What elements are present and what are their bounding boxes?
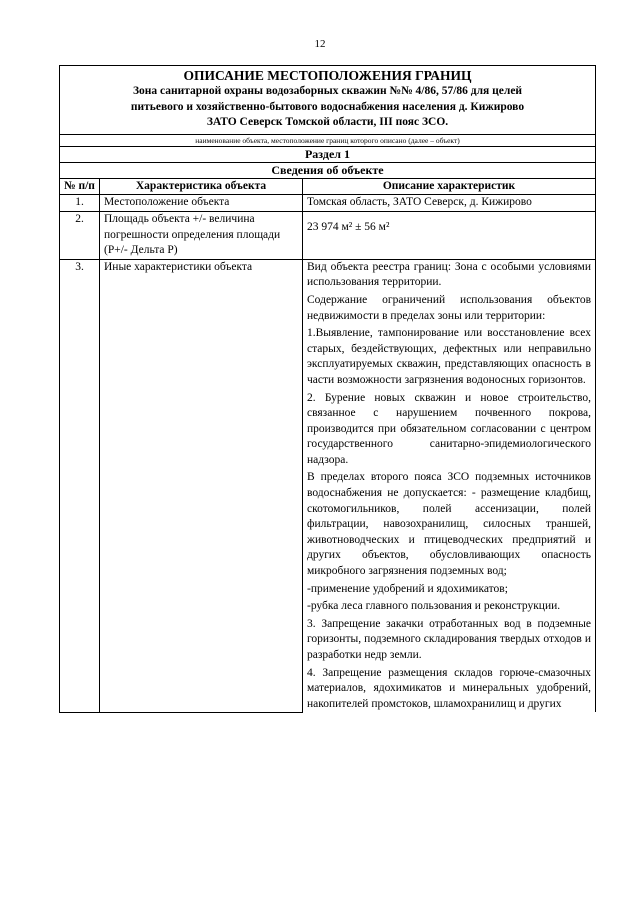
header-characteristic: Характеристика объекта (100, 178, 303, 195)
paragraph: 4. Запрещение размещения складов горюче-смазочных материалов, ядохимикатов и минеральных удобрений, накопителей промстоков, шламохранилищ и других (307, 666, 591, 710)
paragraph: Вид объекта реестра границ: Зона с особыми условиями использования территории. (307, 260, 591, 289)
row-num: 1. (60, 195, 100, 212)
title-main: ОПИСАНИЕ МЕСТОПОЛОЖЕНИЯ ГРАНИЦ (183, 68, 472, 83)
paragraph: -применение удобрений и ядохимикатов; (307, 582, 508, 595)
title-line-3: ЗАТО Северск Томской области, III пояс ЗСО. (206, 116, 449, 129)
paragraph: Содержание ограничений использования объектов недвижимости в пределах зоны или территории: (307, 293, 591, 322)
row-description: Томская область, ЗАТО Северск, д. Кижирово (303, 195, 596, 212)
document-title (60, 66, 596, 135)
paragraph: 2. Бурение новых скважин и новое строительство, связанное с нарушением почвенного покрова, производится при обязательном согласовании с центром государственного санитарно-эпидемиологического надзора. (307, 391, 591, 466)
paragraph: -рубка леса главного пользования и реконструкции. (307, 600, 561, 613)
header-num: № п/п (60, 178, 100, 195)
table-row (60, 211, 596, 259)
row-num: 3. (60, 259, 100, 712)
section-title: Раздел 1 (60, 146, 596, 162)
row-description (303, 259, 596, 712)
paragraph: 3. Запрещение закачки отработанных вод в подземные горизонты, подземного складирования твердых отходов и разработки недр земли. (307, 617, 591, 661)
title-line-1: Зона санитарной охраны водозаборных скважин №№ 4/86, 57/86 для целей (132, 85, 523, 97)
boundary-description-table (59, 65, 596, 713)
table-header-row (60, 178, 596, 195)
title-line-2: питьевого и хозяйственно-бытового водоснабжения населения д. Кижирово (130, 100, 525, 113)
table-row (60, 195, 596, 212)
row-num: 2. (60, 211, 100, 259)
table-row (60, 259, 596, 712)
paragraph: 1.Выявление, тампонирование или восстановление всех старых, бездействующих, дефектных или неправильно эксплуатируемых скважин, представляющих опасность в части возможности загрязнения водоносных горизонтов. (307, 327, 591, 386)
header-description: Описание характеристик (303, 178, 596, 195)
object-note: наименование объекта, местоположение границ которого описано (далее – объект) (60, 134, 596, 146)
section-subtitle: Сведения об объекте (60, 162, 596, 178)
row-characteristic: Площадь объекта +/- величина погрешности определения площади (P+/- Дельта P) (100, 211, 303, 259)
page-number: 12 (314, 38, 326, 50)
paragraph: В пределах второго пояса ЗСО подземных источников водоснабжения не допускается: - размещение кладбищ, скотомогильников, полей ассенизации, полей фильтрации, навозохранилищ, силосных траншей, животноводческих и птицеводческих предприятий и других объектов, обусловливающих опасность микробного загрязнения подземных вод; (307, 471, 591, 578)
row-description: 23 974 м² ± 56 м² (303, 211, 596, 259)
row-characteristic: Местоположение объекта (100, 195, 303, 212)
row-characteristic: Иные характеристики объекта (100, 259, 303, 712)
